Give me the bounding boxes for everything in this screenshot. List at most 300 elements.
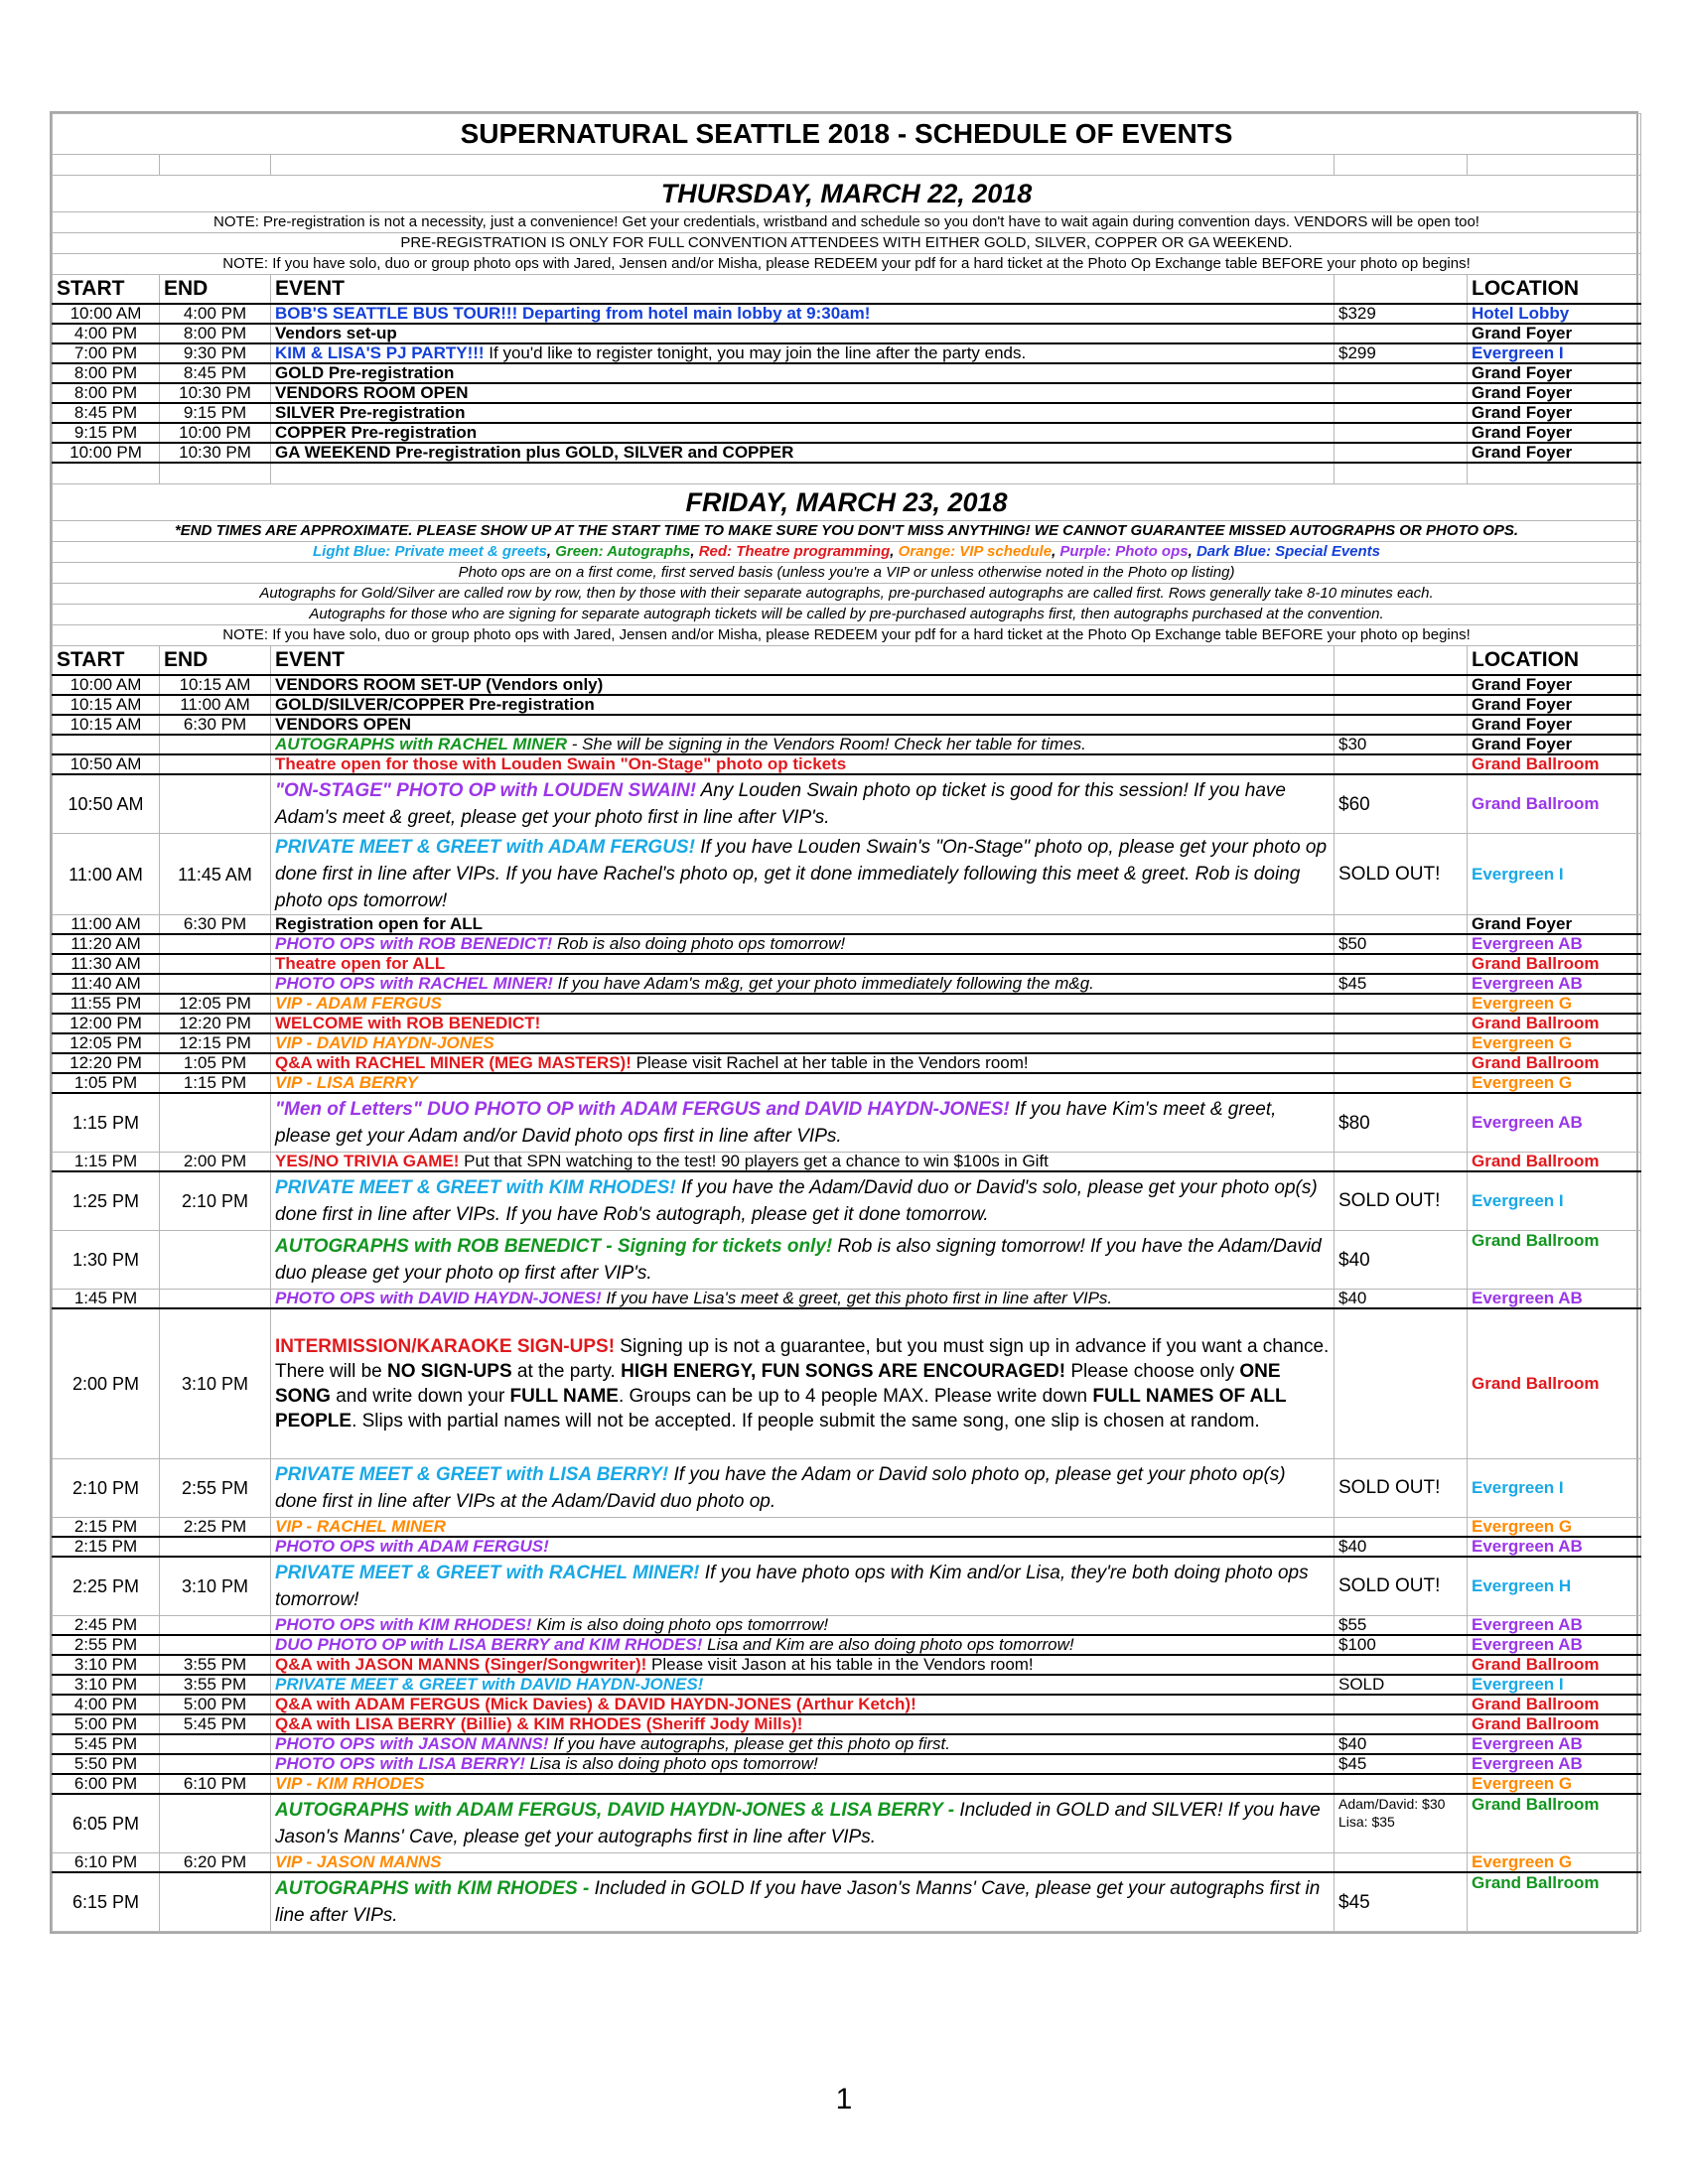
location: Evergreen H xyxy=(1468,1557,1641,1616)
price: $30 xyxy=(1335,735,1468,754)
start-time: 8:00 PM xyxy=(53,363,160,383)
start-time: 11:00 AM xyxy=(53,834,160,915)
end-time: 6:30 PM xyxy=(160,715,271,735)
start-time: 8:45 PM xyxy=(53,403,160,423)
event-description xyxy=(271,715,1335,735)
price: $55 xyxy=(1335,1616,1468,1636)
thursday-heading: THURSDAY, MARCH 22, 2018 xyxy=(53,176,1641,212)
event-title: PHOTO OPS with DAVID HAYDN-JONES! xyxy=(275,1289,602,1307)
col-location: LOCATION xyxy=(1468,275,1641,305)
event-details: Included in GOLD and SILVER! If you have Jason's Manns' Cave, please get your autographs first in line after VIPs. xyxy=(275,1800,1321,1847)
color-legend: Light Blue: Private meet & greets, Green: Autographs, Red: Theatre programming, Orange: VIP schedule, Purple: Photo ops, Dark Blue: Special Events xyxy=(53,542,1641,563)
table-row xyxy=(53,383,1641,403)
start-time: 1:15 PM xyxy=(53,1153,160,1172)
event-details: . Slips with partial names will not be accepted. If people submit the same song, one slip is chosen at random. xyxy=(352,1411,1260,1432)
table-row xyxy=(53,934,1641,954)
location: Grand Ballroom xyxy=(1468,1014,1641,1033)
end-time: 5:00 PM xyxy=(160,1695,271,1714)
col-end: END xyxy=(160,646,271,676)
location: Evergreen AB xyxy=(1468,1537,1641,1557)
event-description xyxy=(271,675,1335,695)
event-details: Please visit Jason at his table in the Vendors room! xyxy=(646,1655,1034,1674)
start-time: 11:40 AM xyxy=(53,974,160,994)
event-title: VENDORS ROOM SET-UP (Vendors only) xyxy=(275,675,604,694)
table-row xyxy=(53,954,1641,974)
end-time xyxy=(160,774,271,834)
end-time: 3:10 PM xyxy=(160,1557,271,1616)
table-row xyxy=(53,1459,1641,1518)
start-time: 1:15 PM xyxy=(53,1093,160,1153)
location: Evergreen G xyxy=(1468,1774,1641,1794)
location: Grand Foyer xyxy=(1468,423,1641,443)
event-title: PHOTO OPS with LISA BERRY! xyxy=(275,1754,525,1773)
event-emphasis: ONE SONG xyxy=(275,1361,1281,1407)
table-row xyxy=(53,1616,1641,1636)
location: Evergreen AB xyxy=(1468,934,1641,954)
location: Evergreen AB xyxy=(1468,1754,1641,1774)
table-row xyxy=(53,1794,1641,1853)
location: Evergreen AB xyxy=(1468,1734,1641,1754)
event-details: Lisa and Kim are also doing photo ops tomorrow! xyxy=(702,1635,1074,1654)
end-time: 10:00 PM xyxy=(160,423,271,443)
event-title: VIP - RACHEL MINER xyxy=(275,1517,446,1536)
price xyxy=(1335,324,1468,343)
location: Grand Foyer xyxy=(1468,324,1641,343)
location: Evergreen G xyxy=(1468,1853,1641,1873)
location: Grand Foyer xyxy=(1468,383,1641,403)
start-time: 11:30 AM xyxy=(53,954,160,974)
event-description xyxy=(271,1459,1335,1518)
event-details: Included in GOLD If you have Jason's Manns' Cave, please get your autographs first in line after VIPs. xyxy=(275,1878,1321,1926)
location: Evergreen I xyxy=(1468,1675,1641,1695)
event-description xyxy=(271,1290,1335,1309)
start-time: 12:20 PM xyxy=(53,1053,160,1073)
event-title: Registration open for ALL xyxy=(275,914,484,933)
event-description xyxy=(271,915,1335,935)
table-row xyxy=(53,443,1641,463)
start-time: 11:55 PM xyxy=(53,994,160,1014)
price xyxy=(1335,423,1468,443)
location: Grand Foyer xyxy=(1468,715,1641,735)
event-emphasis: HIGH ENERGY, FUN SONGS ARE ENCOURAGED! xyxy=(621,1361,1066,1382)
start-time: 8:00 PM xyxy=(53,383,160,403)
page-number: 1 xyxy=(835,2083,853,2116)
end-time: 10:30 PM xyxy=(160,443,271,463)
legend-dark-blue: Dark Blue: Special Events xyxy=(1196,543,1381,560)
event-title: PHOTO OPS with ROB BENEDICT! xyxy=(275,934,553,953)
end-time xyxy=(160,754,271,774)
event-details: Please visit Rachel at her table in the Vendors room! xyxy=(631,1053,1029,1072)
start-time: 3:10 PM xyxy=(53,1675,160,1695)
price: $60 xyxy=(1335,774,1468,834)
event-title: AUTOGRAPHS with ROB BENEDICT - Signing for tickets only! xyxy=(275,1236,833,1257)
location: Evergreen I xyxy=(1468,834,1641,915)
col-event: EVENT xyxy=(271,275,1335,305)
event-description xyxy=(271,1053,1335,1073)
table-row xyxy=(53,1290,1641,1309)
event-title: PRIVATE MEET & GREET with ADAM FERGUS! xyxy=(275,837,695,858)
friday-note-photo-op-exchange: NOTE: If you have solo, duo or group photo ops with Jared, Jensen and/or Misha, please REDEEM your pdf for a hard ticket at the Photo Op Exchange table BEFORE your photo op begins! xyxy=(53,625,1641,646)
start-time: 6:05 PM xyxy=(53,1794,160,1853)
start-time: 2:10 PM xyxy=(53,1459,160,1518)
start-time: 9:15 PM xyxy=(53,423,160,443)
event-description xyxy=(271,443,1335,463)
start-time: 12:05 PM xyxy=(53,1033,160,1053)
price xyxy=(1335,1073,1468,1093)
event-description xyxy=(271,1655,1335,1675)
location: Grand Ballroom xyxy=(1468,1231,1641,1290)
table-row xyxy=(53,994,1641,1014)
table-row xyxy=(53,735,1641,754)
friday-note-photo-ops: Photo ops are on a first come, first served basis (unless you're a VIP or unless otherwise noted in the Photo op listing) xyxy=(53,563,1641,584)
event-title: BOB'S SEATTLE BUS TOUR!!! Departing from hotel main lobby at 9:30am! xyxy=(275,304,871,323)
event-title: KIM & LISA'S PJ PARTY!!! xyxy=(275,343,485,362)
table-row xyxy=(53,834,1641,915)
event-description xyxy=(271,1557,1335,1616)
event-details: Signing up is not a guarantee, but you must sign up in advance if you want a chance. There will be xyxy=(275,1336,1330,1382)
price: SOLD OUT! xyxy=(1335,834,1468,915)
event-description xyxy=(271,774,1335,834)
event-title: Vendors set-up xyxy=(275,324,397,342)
end-time: 5:45 PM xyxy=(160,1714,271,1734)
event-details: Please choose only xyxy=(1065,1361,1240,1382)
event-title: Theatre open for those with Louden Swain "On-Stage" photo op tickets xyxy=(275,754,847,773)
table-row xyxy=(53,715,1641,735)
price: $329 xyxy=(1335,304,1468,324)
location: Hotel Lobby xyxy=(1468,304,1641,324)
event-description xyxy=(271,695,1335,715)
end-time xyxy=(160,954,271,974)
price: SOLD OUT! xyxy=(1335,1171,1468,1231)
price xyxy=(1335,1695,1468,1714)
location: Evergreen AB xyxy=(1468,1635,1641,1655)
price: $45 xyxy=(1335,1872,1468,1932)
location: Evergreen I xyxy=(1468,1171,1641,1231)
event-description xyxy=(271,1171,1335,1231)
location: Grand Ballroom xyxy=(1468,1655,1641,1675)
table-row xyxy=(53,1734,1641,1754)
event-details: If you have the Adam/David duo or David's solo, please get your photo op(s) done first in line after VIPs. If you have Rob's autograph, please get it done tomorrow. xyxy=(275,1177,1318,1225)
table-row xyxy=(53,675,1641,695)
price xyxy=(1335,754,1468,774)
event-emphasis: NO SIGN-UPS xyxy=(387,1361,512,1382)
event-description xyxy=(271,1093,1335,1153)
end-time: 9:30 PM xyxy=(160,343,271,363)
event-description xyxy=(271,974,1335,994)
event-title: AUTOGRAPHS with ADAM FERGUS, DAVID HAYDN-JONES & LISA BERRY - xyxy=(275,1800,955,1821)
event-title: GOLD/SILVER/COPPER Pre-registration xyxy=(275,695,595,714)
price: $45 xyxy=(1335,974,1468,994)
location: Grand Ballroom xyxy=(1468,754,1641,774)
col-start: START xyxy=(53,275,160,305)
event-title: VIP - DAVID HAYDN-JONES xyxy=(275,1033,494,1052)
start-time: 11:00 AM xyxy=(53,915,160,935)
event-title: Q&A with JASON MANNS (Singer/Songwriter)! xyxy=(275,1655,647,1674)
end-time: 2:00 PM xyxy=(160,1153,271,1172)
price: $40 xyxy=(1335,1537,1468,1557)
event-details: Kim is also doing photo ops tomorrrow! xyxy=(531,1615,829,1634)
end-time: 3:55 PM xyxy=(160,1655,271,1675)
event-description xyxy=(271,304,1335,324)
start-time: 6:15 PM xyxy=(53,1872,160,1932)
start-time: 4:00 PM xyxy=(53,1695,160,1714)
event-description xyxy=(271,834,1335,915)
start-time: 1:30 PM xyxy=(53,1231,160,1290)
price xyxy=(1335,403,1468,423)
page-title: SUPERNATURAL SEATTLE 2018 - SCHEDULE OF EVENTS xyxy=(53,114,1641,155)
location: Evergreen I xyxy=(1468,343,1641,363)
end-time: 11:00 AM xyxy=(160,695,271,715)
schedule-sheet xyxy=(50,111,1638,1934)
price: SOLD OUT! xyxy=(1335,1459,1468,1518)
event-title: PHOTO OPS with RACHEL MINER! xyxy=(275,974,553,993)
start-time: 6:00 PM xyxy=(53,1774,160,1794)
event-emphasis: FULL NAME xyxy=(509,1386,619,1407)
event-emphasis: FULL NAMES OF ALL PEOPLE xyxy=(275,1386,1287,1432)
table-row xyxy=(53,423,1641,443)
end-time xyxy=(160,934,271,954)
start-time: 10:50 AM xyxy=(53,774,160,834)
table-row xyxy=(53,1695,1641,1714)
price: SOLD xyxy=(1335,1675,1468,1695)
event-details: If you have photo ops with Kim and/or Lisa, they're both doing photo ops tomorrow! xyxy=(275,1563,1309,1610)
event-description xyxy=(271,1014,1335,1033)
price xyxy=(1335,363,1468,383)
price xyxy=(1335,695,1468,715)
event-description xyxy=(271,1153,1335,1172)
table-row xyxy=(53,324,1641,343)
price xyxy=(1335,1655,1468,1675)
table-row xyxy=(53,1073,1641,1093)
legend-orange: Orange: VIP schedule xyxy=(898,543,1053,560)
location: Grand Ballroom xyxy=(1468,1714,1641,1734)
event-title: DUO PHOTO OP with LISA BERRY and KIM RHODES! xyxy=(275,1635,703,1654)
end-time xyxy=(160,1734,271,1754)
event-description xyxy=(271,1734,1335,1754)
end-time: 9:15 PM xyxy=(160,403,271,423)
friday-note-autographs-separate: Autographs for those who are signing for separate autograph tickets will be called by pre-purchased autographs first, then autographs purchased at the convention. xyxy=(53,605,1641,625)
event-description xyxy=(271,954,1335,974)
price xyxy=(1335,1518,1468,1538)
event-title: PHOTO OPS with ADAM FERGUS! xyxy=(275,1537,549,1556)
table-row xyxy=(53,1153,1641,1172)
event-description xyxy=(271,1853,1335,1873)
col-price xyxy=(1335,275,1468,305)
price: $40 xyxy=(1335,1734,1468,1754)
event-description xyxy=(271,994,1335,1014)
start-time: 5:50 PM xyxy=(53,1754,160,1774)
price xyxy=(1335,994,1468,1014)
event-details: - She will be signing in the Vendors Room! Check her table for times. xyxy=(567,735,1086,753)
end-time: 12:15 PM xyxy=(160,1033,271,1053)
friday-column-header xyxy=(53,646,1641,676)
event-title: Q&A with LISA BERRY (Billie) & KIM RHODES (Sheriff Jody Mills)! xyxy=(275,1714,803,1733)
location: Grand Ballroom xyxy=(1468,1053,1641,1073)
event-description xyxy=(271,754,1335,774)
location: Grand Ballroom xyxy=(1468,1153,1641,1172)
start-time: 6:10 PM xyxy=(53,1853,160,1873)
event-description xyxy=(271,1033,1335,1053)
event-title: PRIVATE MEET & GREET with LISA BERRY! xyxy=(275,1464,669,1485)
event-title: VENDORS OPEN xyxy=(275,715,411,734)
table-row xyxy=(53,1714,1641,1734)
end-time: 6:20 PM xyxy=(160,1853,271,1873)
col-event: EVENT xyxy=(271,646,1335,676)
event-title: Q&A with RACHEL MINER (MEG MASTERS)! xyxy=(275,1053,632,1072)
end-time xyxy=(160,1635,271,1655)
price: $40 xyxy=(1335,1290,1468,1309)
price xyxy=(1335,1033,1468,1053)
legend-purple: Purple: Photo ops xyxy=(1059,543,1189,560)
event-details: If you have Lisa's meet & greet, get this photo first in line after VIPs. xyxy=(601,1289,1113,1307)
event-description xyxy=(271,735,1335,754)
end-time: 10:15 AM xyxy=(160,675,271,695)
col-price xyxy=(1335,646,1468,676)
start-time: 1:45 PM xyxy=(53,1290,160,1309)
event-title: AUTOGRAPHS with RACHEL MINER xyxy=(275,735,568,753)
table-row xyxy=(53,1014,1641,1033)
end-time: 1:05 PM xyxy=(160,1053,271,1073)
location: Grand Ballroom xyxy=(1468,1308,1641,1459)
event-description xyxy=(271,1308,1335,1459)
end-time: 12:05 PM xyxy=(160,994,271,1014)
price xyxy=(1335,1308,1468,1459)
end-time: 1:15 PM xyxy=(160,1073,271,1093)
event-description xyxy=(271,1872,1335,1932)
location: Evergreen AB xyxy=(1468,1616,1641,1636)
end-time xyxy=(160,1754,271,1774)
end-time: 8:00 PM xyxy=(160,324,271,343)
table-row xyxy=(53,1308,1641,1459)
location: Grand Ballroom xyxy=(1468,1695,1641,1714)
event-title: VIP - ADAM FERGUS xyxy=(275,994,442,1013)
friday-note-autographs-rows: Autographs for Gold/Silver are called row by row, then by those with their separate autographs, pre-purchased autographs are called first. Rows generally take 8-10 minutes each. xyxy=(53,584,1641,605)
event-details: Lisa is also doing photo ops tomorrow! xyxy=(524,1754,818,1773)
event-description xyxy=(271,403,1335,423)
end-time: 6:10 PM xyxy=(160,1774,271,1794)
event-title: SILVER Pre-registration xyxy=(275,403,466,422)
table-row xyxy=(53,363,1641,383)
start-time: 2:00 PM xyxy=(53,1308,160,1459)
end-time xyxy=(160,1616,271,1636)
price xyxy=(1335,1053,1468,1073)
table-row xyxy=(53,1675,1641,1695)
end-time xyxy=(160,974,271,994)
end-time: 2:25 PM xyxy=(160,1518,271,1538)
location: Grand Ballroom xyxy=(1468,1872,1641,1932)
event-description xyxy=(271,1231,1335,1290)
end-time xyxy=(160,1231,271,1290)
end-time: 2:55 PM xyxy=(160,1459,271,1518)
start-time: 2:15 PM xyxy=(53,1518,160,1538)
event-title: VIP - KIM RHODES xyxy=(275,1774,425,1793)
location: Evergreen G xyxy=(1468,994,1641,1014)
end-time: 12:20 PM xyxy=(160,1014,271,1033)
event-details: Put that SPN watching to the test! 90 players get a chance to win $100s in Gift xyxy=(459,1152,1049,1170)
event-description xyxy=(271,1537,1335,1557)
table-row xyxy=(53,1872,1641,1932)
price: SOLD OUT! xyxy=(1335,1557,1468,1616)
price xyxy=(1335,1014,1468,1033)
event-title: WELCOME with ROB BENEDICT! xyxy=(275,1014,541,1032)
event-description xyxy=(271,1695,1335,1714)
col-start: START xyxy=(53,646,160,676)
start-time: 5:45 PM xyxy=(53,1734,160,1754)
price xyxy=(1335,383,1468,403)
table-row xyxy=(53,1171,1641,1231)
legend-green: Green: Autographs xyxy=(555,543,691,560)
event-details: If you'd like to register tonight, you may join the line after the party ends. xyxy=(484,343,1027,362)
table-row xyxy=(53,974,1641,994)
event-details: and write down your xyxy=(330,1386,510,1407)
event-title: PHOTO OPS with JASON MANNS! xyxy=(275,1734,549,1753)
end-time xyxy=(160,1093,271,1153)
end-time: 3:55 PM xyxy=(160,1675,271,1695)
legend-light-blue: Light Blue: Private meet & greets xyxy=(312,543,547,560)
event-details: If you have Kim's meet & greet, please get your Adam and/or David photo ops first in line after VIPs. xyxy=(275,1099,1277,1147)
end-time xyxy=(160,735,271,754)
event-title: VENDORS ROOM OPEN xyxy=(275,383,469,402)
table-row xyxy=(53,1635,1641,1655)
event-details: If you have Louden Swain's "On-Stage" photo op, please get your photo op done first in line after VIPs. If you have Rachel's photo op, get it done immediately following this meet & greet. Rob is doing photo ops tomorrow! xyxy=(275,837,1328,911)
start-time: 3:10 PM xyxy=(53,1655,160,1675)
event-description xyxy=(271,383,1335,403)
table-row xyxy=(53,1537,1641,1557)
start-time: 5:00 PM xyxy=(53,1714,160,1734)
legend-red: Red: Theatre programming xyxy=(698,543,891,560)
table-row xyxy=(53,1774,1641,1794)
event-details: . Groups can be up to 4 people MAX. Please write down xyxy=(618,1386,1093,1407)
end-time xyxy=(160,1290,271,1309)
event-title: "Men of Letters" DUO PHOTO OP with ADAM FERGUS and DAVID HAYDN-JONES! xyxy=(275,1099,1010,1120)
event-title: VIP - JASON MANNS xyxy=(275,1852,442,1871)
event-title: AUTOGRAPHS with KIM RHODES - xyxy=(275,1878,590,1899)
location: Grand Foyer xyxy=(1468,363,1641,383)
end-time xyxy=(160,1537,271,1557)
start-time: 10:15 AM xyxy=(53,715,160,735)
table-row xyxy=(53,754,1641,774)
end-time xyxy=(160,1872,271,1932)
start-time: 10:00 PM xyxy=(53,443,160,463)
event-title: VIP - LISA BERRY xyxy=(275,1073,418,1092)
end-time: 3:10 PM xyxy=(160,1308,271,1459)
thursday-note-preregistration: NOTE: Pre-registration is not a necessity, just a convenience! Get your credentials, wristband and schedule so you don't have to wait again during convention days. VENDORS will be open too! xyxy=(53,212,1641,233)
start-time: 7:00 PM xyxy=(53,343,160,363)
start-time: 2:55 PM xyxy=(53,1635,160,1655)
price: $80 xyxy=(1335,1093,1468,1153)
start-time: 11:20 AM xyxy=(53,934,160,954)
table-row xyxy=(53,1853,1641,1873)
end-time: 11:45 AM xyxy=(160,834,271,915)
table-row xyxy=(53,695,1641,715)
event-title: PRIVATE MEET & GREET with KIM RHODES! xyxy=(275,1177,676,1198)
start-time xyxy=(53,735,160,754)
table-row xyxy=(53,1231,1641,1290)
end-time: 10:30 PM xyxy=(160,383,271,403)
price: $100 xyxy=(1335,1635,1468,1655)
start-time: 2:25 PM xyxy=(53,1557,160,1616)
event-title: YES/NO TRIVIA GAME! xyxy=(275,1152,460,1170)
event-description xyxy=(271,1616,1335,1636)
table-row xyxy=(53,1557,1641,1616)
location: Grand Foyer xyxy=(1468,675,1641,695)
location: Grand Foyer xyxy=(1468,915,1641,935)
location: Evergreen G xyxy=(1468,1073,1641,1093)
thursday-column-header xyxy=(53,275,1641,305)
start-time: 12:00 PM xyxy=(53,1014,160,1033)
price: $50 xyxy=(1335,934,1468,954)
price xyxy=(1335,915,1468,935)
